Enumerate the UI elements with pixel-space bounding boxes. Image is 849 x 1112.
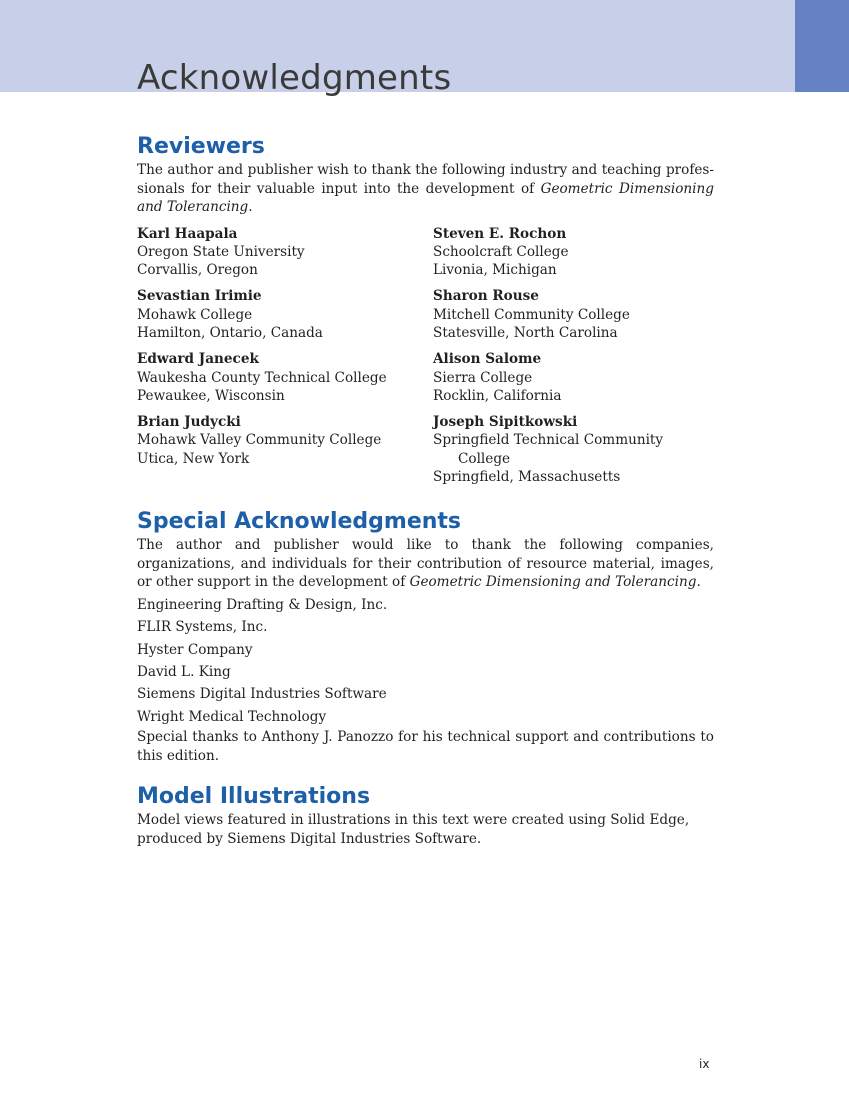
- reviewer-institution: Schoolcraft College: [433, 243, 569, 260]
- reviewer-institution: Mohawk College: [137, 306, 253, 323]
- reviewer-location: Corvallis, Oregon: [137, 262, 258, 279]
- model-illustrations-line: produced by Siemens Digital Industries Software.: [137, 830, 482, 847]
- company-item: Wright Medical Technology: [137, 708, 327, 725]
- header-tab: [795, 0, 849, 92]
- reviewer-institution: Sierra College: [433, 369, 533, 386]
- special-acknowledgments-section: [137, 508, 714, 765]
- reviewer-name: Brian Judycki: [137, 414, 241, 431]
- company-item: Hyster Company: [137, 641, 253, 658]
- reviewer-location: Rocklin, California: [433, 387, 562, 404]
- reviewers-heading: Reviewers: [137, 134, 265, 159]
- book-title: Geometric Dimensioning and Tolerancing: [137, 180, 714, 215]
- model-illustrations-heading: Model Illustrations: [137, 784, 371, 810]
- reviewer-location: Pewaukee, Wisconsin: [137, 387, 285, 404]
- reviewer-entry: [137, 225, 433, 280]
- reviewer-name: Edward Janecek: [137, 351, 259, 368]
- reviewer-location: Springfield, Massachusetts: [433, 469, 621, 486]
- reviewer-name: Joseph Sipitkowski: [433, 414, 578, 431]
- model-illustrations-line: Model views featured in illustrations in this text were created using Solid Edge,: [137, 812, 690, 829]
- reviewer-location: Livonia, Michigan: [433, 262, 557, 279]
- reviewer-entry: [137, 413, 433, 468]
- reviewer-columns: [137, 225, 714, 495]
- reviewer-name: Sevastian Irimie: [137, 288, 262, 305]
- special-acknowledgments-heading: Special Acknowledgments: [137, 509, 462, 535]
- reviewer-institution: Springfield Technical Community: [433, 432, 664, 449]
- model-illustrations-section: [137, 783, 714, 848]
- reviewer-institution: Oregon State University: [137, 243, 305, 260]
- reviewer-name: Sharon Rouse: [433, 288, 539, 305]
- reviewer-name: Alison Salome: [433, 351, 542, 368]
- reviewer-entry: [137, 350, 433, 405]
- company-item: Siemens Digital Industries Software: [137, 686, 387, 703]
- page-content: [137, 133, 714, 848]
- company-item: David L. King: [137, 664, 231, 681]
- reviewers-intro: [137, 161, 714, 217]
- reviewer-institution-continued: College: [458, 450, 511, 467]
- reviewer-location: Utica, New York: [137, 450, 250, 467]
- model-illustrations-text: [137, 811, 714, 848]
- book-title: Geometric Dimensioning and Tolerancing: [409, 574, 697, 591]
- reviewer-entry: [433, 287, 714, 342]
- reviewer-institution: Mohawk Valley Community College: [137, 432, 382, 449]
- reviewer-institution: Mitchell Community College: [433, 306, 630, 323]
- special-intro-end: .: [696, 574, 701, 591]
- reviewer-name: Karl Haapala: [137, 225, 238, 242]
- reviewer-name: Steven E. Rochon: [433, 225, 567, 242]
- page-title: Acknowledgments: [137, 58, 452, 98]
- reviewer-entry: [433, 225, 714, 280]
- reviewers-section: [137, 133, 714, 494]
- reviewer-column-left: [137, 225, 433, 495]
- reviewer-institution: Waukesha County Technical College: [137, 369, 387, 386]
- reviewer-location: Hamilton, Ontario, Canada: [137, 324, 323, 341]
- special-thanks: Special thanks to Anthony J. Panozzo for his technical support and contributions to this edition.: [137, 729, 714, 764]
- company-list: [137, 594, 714, 728]
- special-intro: [137, 536, 714, 592]
- reviewer-entry: [433, 413, 714, 486]
- reviewer-column-right: [433, 225, 714, 495]
- reviewer-location: Statesville, North Carolina: [433, 324, 618, 341]
- page-number: ix: [699, 1057, 710, 1071]
- reviewers-intro-end: .: [248, 199, 253, 215]
- reviewers-intro-text: The author and publisher wish to thank the following industry and teaching professionals for their valuable input into the development of: [137, 162, 714, 197]
- special-intro-text: The author and publisher would like to thank the following companies, organizations, and individuals for their contribution of resource material, images, or other support in the development of: [137, 537, 714, 591]
- reviewer-entry: [137, 287, 433, 342]
- company-item: FLIR Systems, Inc.: [137, 619, 268, 636]
- company-item: Engineering Drafting & Design, Inc.: [137, 596, 388, 613]
- reviewer-entry: [433, 350, 714, 405]
